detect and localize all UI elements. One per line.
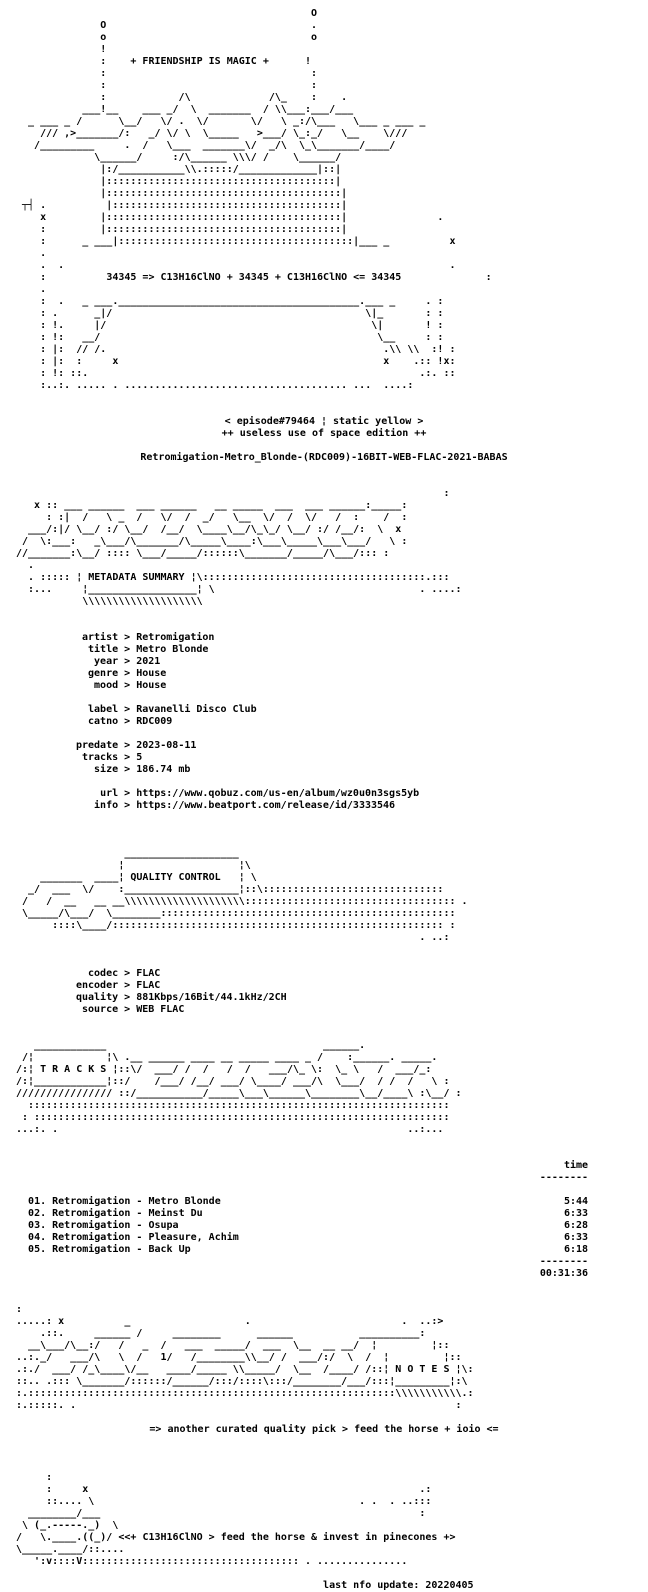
footer-update-line bbox=[16, 1580, 632, 1592]
quality-ascii-art-bottom: _/ ___ \/ :___________________¦::\:::::::::::::::::::::::::::::: / / __ __ __\\\\\\\\\\\\\\\\\\\\::::::::::::::::::::::::::::::::::: . \_____/\___/ \________::::::::::::::::::::::::::::::::::::::::::::::::: ::::\____/::::::::::::::::::::::::::::::::::::::::::::::::::::::: : . ..: bbox=[22, 884, 468, 943]
tracklist-time-header: time bbox=[563, 1160, 589, 1171]
metadata-row-info[interactable]: info > https://www.beatport.com/release/id/3333546 bbox=[94, 800, 396, 811]
tracks-section-title: T R A C K S bbox=[40, 1064, 107, 1075]
metadata-section-title: METADATA SUMMARY bbox=[88, 572, 185, 583]
nfo-update-date: last nfo update: 20220405 bbox=[323, 1580, 474, 1591]
footer-tagline-line: / \.____.((_)/ <<+ C13H16ClNO > feed the horse & invest in pinecones +> bbox=[16, 1532, 456, 1543]
notes-ascii-art-bottom: ::.. .::: \_______/::::::/______/:::/::::\:::/________/___/:::¦_________¦:\ :.:::::::::::::::::::::::::::::::::::::::::::::::::::::::::::::\\\\\\\\\\\.: :.:::::. . : bbox=[16, 1376, 474, 1411]
notes-ascii-art-top: : .....: x _ . . ..:> .::. ______ / ________ ______ __________: __\___/\__:/ / _ / ___ _____/ ___ \__ __ __/ ¦ ¦:: ..:._/ ___/\ \ / 1/ /________\\__/ / ___/:/ \ / ¦ ¦:: bbox=[16, 1304, 462, 1363]
metadata-row-predate: predate > 2023-08-11 bbox=[75, 740, 197, 751]
quality-header-line: _______ ____¦ QUALITY CONTROL ¦ \ bbox=[16, 872, 257, 883]
notes-header-line: .:./ ___/ /_\____\/__ ____/_____ \\_____/ \__ /____/ /::¦ N O T E S ¦\: bbox=[16, 1364, 474, 1375]
quality-ascii-art-top: ___________________ ¦ ¦\ bbox=[118, 848, 251, 871]
track-row: 05. Retromigation - Back Up 6:18 bbox=[28, 1244, 589, 1255]
metadata-row-label: label > Ravanelli Disco Club bbox=[88, 704, 257, 715]
quality-row-codec: codec > FLAC bbox=[88, 968, 161, 979]
episode-line: < episode#79464 ¦ static yellow > bbox=[224, 416, 424, 427]
tracks-ascii-art-bottom: /:¦____________¦::/ /___/ /__/ ___/ \____/ ___/\ \___/ / / / \ : //////////////// ::/___________/_____\___\______\________\__/____\ :\__/ : :::::::::::::::::::::::::::::::::::::::::::::::::::::::::::::::::::::: : ::::::::::::::::::::::::::::::::::::::::::::::::::::::::::::::::::::: ...:. . ..:... bbox=[16, 1076, 462, 1135]
notes-section-title: N O T E S bbox=[395, 1364, 450, 1375]
metadata-row-genre: genre > House bbox=[88, 668, 167, 679]
formula-text: 34345 => C13H16ClNO + 34345 + C13H16ClNO <= 34345 bbox=[106, 272, 402, 283]
url-link[interactable]: https://www.qobuz.com/us-en/album/wz0u0n3sgs5yb bbox=[136, 788, 420, 799]
banner-text: + FRIENDSHIP IS MAGIC + bbox=[130, 56, 269, 67]
metadata-row-artist: artist > Retromigation bbox=[82, 632, 215, 643]
footer-ascii-art-top: : : x .: ::.... \ . . . ..::: ________/___ : \ (_.-----._) \ bbox=[22, 1472, 432, 1531]
metadata-row-size: size > 186.74 mb bbox=[94, 764, 191, 775]
quality-row-encoder: encoder > FLAC bbox=[75, 980, 161, 991]
banner-line: : + FRIENDSHIP IS MAGIC + ! bbox=[16, 56, 312, 67]
info-link[interactable]: https://www.beatport.com/release/id/3333546 bbox=[136, 800, 396, 811]
header-ascii-art-top: O O . o o ! bbox=[100, 8, 318, 55]
track-row: 01. Retromigation - Metro Blonde 5:44 bbox=[28, 1196, 589, 1207]
quality-row-source: source > WEB FLAC bbox=[82, 1004, 185, 1015]
footer-ascii-art-bottom: \_____.____/::.... ':v::::V:::::::::::::::::::::::::::::::::::: . ............... bbox=[16, 1544, 408, 1567]
quality-row-quality: quality > 881Kbps/16Bit/44.1kHz/2CH bbox=[75, 992, 287, 1003]
metadata-header-line: . ::::: ¦ METADATA SUMMARY ¦\:::::::::::::::::::::::::::::::::::::.::: bbox=[16, 572, 450, 583]
notes-text: => another curated quality pick > feed the horse + ioio <= bbox=[149, 1424, 499, 1435]
metadata-row-catno: catno > RDC009 bbox=[88, 716, 173, 727]
track-row: 03. Retromigation - Osupa 6:28 bbox=[28, 1220, 589, 1231]
metadata-row-mood: mood > House bbox=[94, 680, 167, 691]
quality-list bbox=[16, 968, 632, 1016]
tracks-ascii-art-top: ____________ ______. /¦ ¦\ .__ ______ ____ __ _____ ____ _ / :______. _____. bbox=[22, 1040, 438, 1063]
footer-tagline: <<+ C13H16ClNO > feed the horse & invest in pinecones +> bbox=[118, 1532, 456, 1543]
quality-section-title: QUALITY CONTROL bbox=[130, 872, 221, 883]
metadata-ascii-art-bottom: :... ¦__________________¦ \ . ....: \\\\\\\\\\\\\\\\\\\\ bbox=[28, 584, 462, 607]
edition-line: ++ useless use of space edition ++ bbox=[221, 428, 427, 439]
tracklist-rule-top: -------- bbox=[539, 1172, 589, 1183]
release-name: Retromigation-Metro_Blonde-(RDC009)-16BIT-WEB-FLAC-2021-BABAS bbox=[140, 452, 508, 463]
formula-line: : 34345 => C13H16ClNO + 34345 + C13H16ClNO <= 34345 : bbox=[16, 272, 492, 283]
nfo-document bbox=[16, 8, 632, 1592]
header-ascii-art-bottom: . : . _ ___.________________________________________.___ _ . : : . _|/ \|_ : : : !. |/ \| ! : : !: __/ \__ : : : |: // /. .\\ \\ :! : : |: : x x .:: !x: : !: ::. .:. :: :..:. ..... . ..................................... ... ....: bbox=[40, 284, 456, 391]
track-row: 02. Retromigation - Meinst Du 6:33 bbox=[28, 1208, 589, 1219]
tracklist bbox=[16, 1196, 632, 1256]
metadata-row-year: year > 2021 bbox=[94, 656, 161, 667]
tracks-header-line: /:¦ T R A C K S ¦::\/ ___/ / / / / ___/\_ \: \_ \ / ___/_: bbox=[16, 1064, 432, 1075]
track-row: 04. Retromigation - Pleasure, Achim 6:33 bbox=[28, 1232, 589, 1243]
metadata-row-tracks: tracks > 5 bbox=[82, 752, 143, 763]
metadata-row-title: title > Metro Blonde bbox=[88, 644, 209, 655]
metadata-row-url[interactable]: url > https://www.qobuz.com/us-en/album/wz0u0n3sgs5yb bbox=[100, 788, 420, 799]
tracklist-rule-bottom: -------- bbox=[539, 1256, 589, 1267]
tracklist-total: 00:31:36 bbox=[539, 1268, 589, 1279]
metadata-list bbox=[16, 632, 632, 812]
header-ascii-art: : : : : : /\ /\_ : . ___!__ ___ _/ \ _______ / \\___:___/___ _ ___ _ / \__/ \/ . \/ \/ \ _:/\___ \___ _ ___ _ /// ,>_______/: _/ \/ \ \_____ >___/ \_:_/ \__ \/// /_________ . / \___ _______\/ _/\ \_\_______/____/ \______/ :/\______ \\\/ / \______/ |:/___________\\.:::::/_____________|::| |::::::::::::::::::::::::::::::::::::::| |:::::::::::::::::::::::::::::::::::::::| ┬┤ . |::::::::::::::::::::::::::::::::::::::| x |:::::::::::::::::::::::::::::::::::::::| . : |:::::::::::::::::::::::::::::::::::::::| : _ ___|:::::::::::::::::::::::::::::::::::::::|___ _ x . . . . bbox=[22, 68, 456, 271]
metadata-ascii-art: : x :: ___ ______ ___ ______ __ _____ ___ ___ ______:_____: : :| / \ _ / \/ / _/ \__ \/ / \/ / : / : ___/:|/ \__/ :/ \__/ /__/ \____\__/\_\_/ \__/ :/ /__/: \ x / \:___: _\___/\_______/\_____\____:\___\_____\___\___/ \ : //_______:\__/ :::: \___/_____/::::::\_______/_____/\___/::: : . bbox=[16, 488, 450, 571]
